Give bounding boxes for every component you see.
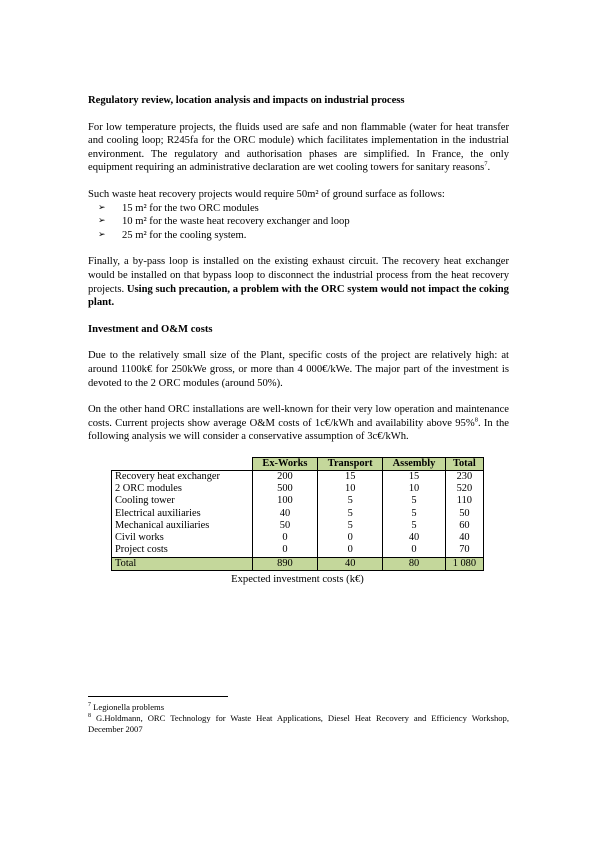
table-cell: 15 <box>383 471 445 484</box>
table-header-row <box>112 457 484 470</box>
table-cell: 15 <box>318 471 383 484</box>
section-heading-regulatory: Regulatory review, location analysis and impacts on industrial process <box>88 95 405 106</box>
paragraph-bypass-text: Finally, a by-pass loop is installed on the existing exhaust circuit. The recovery heat exchanger would be installed on that bypass loop to disconnect the industrial process from the heat recovery projects. <box>88 256 509 295</box>
table-cell: 5 <box>318 520 383 532</box>
table-total-cell: 80 <box>383 557 445 570</box>
table-total-cell: 1 080 <box>445 557 483 570</box>
footnote-8 <box>88 713 509 735</box>
surface-list <box>88 202 509 243</box>
table-cell: 230 <box>445 471 483 484</box>
table-row <box>112 544 484 557</box>
table-row <box>112 508 484 520</box>
section-heading-investment: Investment and O&M costs <box>88 323 213 335</box>
list-item-text: 15 m² for the two ORC modules <box>122 202 259 214</box>
table-total-label: Total <box>112 557 253 570</box>
list-item <box>98 202 509 216</box>
footnote-number: 7 <box>88 702 91 709</box>
list-item <box>98 215 509 229</box>
paragraph-bypass-bold: Using such precaution, a problem with the ORC system would not impact the coking plant. <box>88 283 509 309</box>
footnote-7 <box>88 702 509 713</box>
table-cell: 40 <box>252 508 317 520</box>
table-row-label: Cooling tower <box>112 495 253 507</box>
table-header-cell: Transport <box>318 457 383 470</box>
table-cell: 520 <box>445 483 483 495</box>
table-cell: 0 <box>383 544 445 557</box>
table-cell: 0 <box>318 544 383 557</box>
table-cell: 10 <box>383 483 445 495</box>
table-cell: 5 <box>318 508 383 520</box>
table-cell: 60 <box>445 520 483 532</box>
paragraph-om <box>88 403 509 444</box>
table-row-label: Electrical auxiliaries <box>112 508 253 520</box>
paragraph-om-end: . In the following analysis we will consider a conservative assumption of 3c€/kWh. <box>88 417 509 443</box>
table-row-label: Project costs <box>112 544 253 557</box>
paragraph-fluids <box>88 121 509 175</box>
table-header-cell: Assembly <box>383 457 445 470</box>
arrowhead-bullet-icon: ➢ <box>98 202 106 213</box>
table-total-cell: 890 <box>252 557 317 570</box>
table-cell: 5 <box>383 520 445 532</box>
table-cell: 110 <box>445 495 483 507</box>
table-header-cell: Ex-Works <box>252 457 317 470</box>
footnote-text: G.Holdmann, ORC Technology for Waste Heat Applications, Diesel Heat Recovery and Efficiency Workshop, December 2007 <box>88 713 509 735</box>
table-cell: 5 <box>383 508 445 520</box>
table-row <box>112 495 484 507</box>
table-row <box>112 520 484 532</box>
table-cell: 100 <box>252 495 317 507</box>
paragraph-fluids-end: . <box>487 162 491 174</box>
footnote-divider <box>88 696 228 697</box>
footnote-number: 8 <box>88 713 91 720</box>
table-cell: 0 <box>252 544 317 557</box>
footnote-text: Legionella problems <box>93 702 165 712</box>
table-total-cell: 40 <box>318 557 383 570</box>
table-row-label: Recovery heat exchanger <box>112 471 253 484</box>
list-item <box>98 229 509 243</box>
footnote-ref-7[interactable]: 7 <box>484 160 488 168</box>
paragraph-bypass <box>88 255 509 309</box>
investment-cost-table <box>111 457 484 571</box>
paragraph-ground-surface: Such waste heat recovery projects would require 50m² of ground surface as follows: <box>88 188 445 200</box>
table-cell: 5 <box>383 495 445 507</box>
arrowhead-bullet-icon: ➢ <box>98 216 106 227</box>
table-cell: 40 <box>383 532 445 544</box>
table-caption: Expected investment costs (k€) <box>231 573 364 585</box>
table-cell: 50 <box>252 520 317 532</box>
table-row-label: Civil works <box>112 532 253 544</box>
table-total-row <box>112 557 484 570</box>
page-content <box>88 94 509 586</box>
list-item-text: 25 m² for the cooling system. <box>122 229 247 241</box>
list-item-text: 10 m² for the waste heat recovery exchanger and loop <box>122 216 350 228</box>
table-cell: 200 <box>252 471 317 484</box>
arrowhead-bullet-icon: ➢ <box>98 229 106 240</box>
footnote-ref-8[interactable]: 8 <box>474 416 478 424</box>
paragraph-om-text: On the other hand ORC installations are well-known for their very low operation and maintenance costs. Current projects show average O&M costs of 1c€/kWh and availability above 95% <box>88 404 509 429</box>
table-cell: 5 <box>318 495 383 507</box>
table-cell: 50 <box>445 508 483 520</box>
table-cell: 0 <box>318 532 383 544</box>
table-cell: 10 <box>318 483 383 495</box>
investment-table-wrapper <box>111 457 509 586</box>
table-row <box>112 483 484 495</box>
table-row <box>112 471 484 484</box>
paragraph-costs: Due to the relatively small size of the Plant, specific costs of the project are relatively high: at around 1100k€ for 250kWe gross, or more than 4 000€/kWe. The major part of the investment is devoted to the 2 ORC modules (around 50%). <box>88 350 509 389</box>
table-header-blank <box>112 457 253 470</box>
table-cell: 70 <box>445 544 483 557</box>
table-row-label: 2 ORC modules <box>112 483 253 495</box>
footnotes <box>88 702 509 736</box>
table-cell: 40 <box>445 532 483 544</box>
table-header-cell: Total <box>445 457 483 470</box>
table-row <box>112 532 484 544</box>
paragraph-fluids-text: For low temperature projects, the fluids used are safe and non flammable (water for heat transfer and cooling loop; R245fa for the ORC module) which facilitates implementation in the industrial environment. The regulatory and authorisation phases are simplified. In France, the only equipment requiring an administrative declaration are wet cooling towers for sanitary reasons <box>88 121 509 174</box>
table-cell: 0 <box>252 532 317 544</box>
table-row-label: Mechanical auxiliaries <box>112 520 253 532</box>
table-cell: 500 <box>252 483 317 495</box>
